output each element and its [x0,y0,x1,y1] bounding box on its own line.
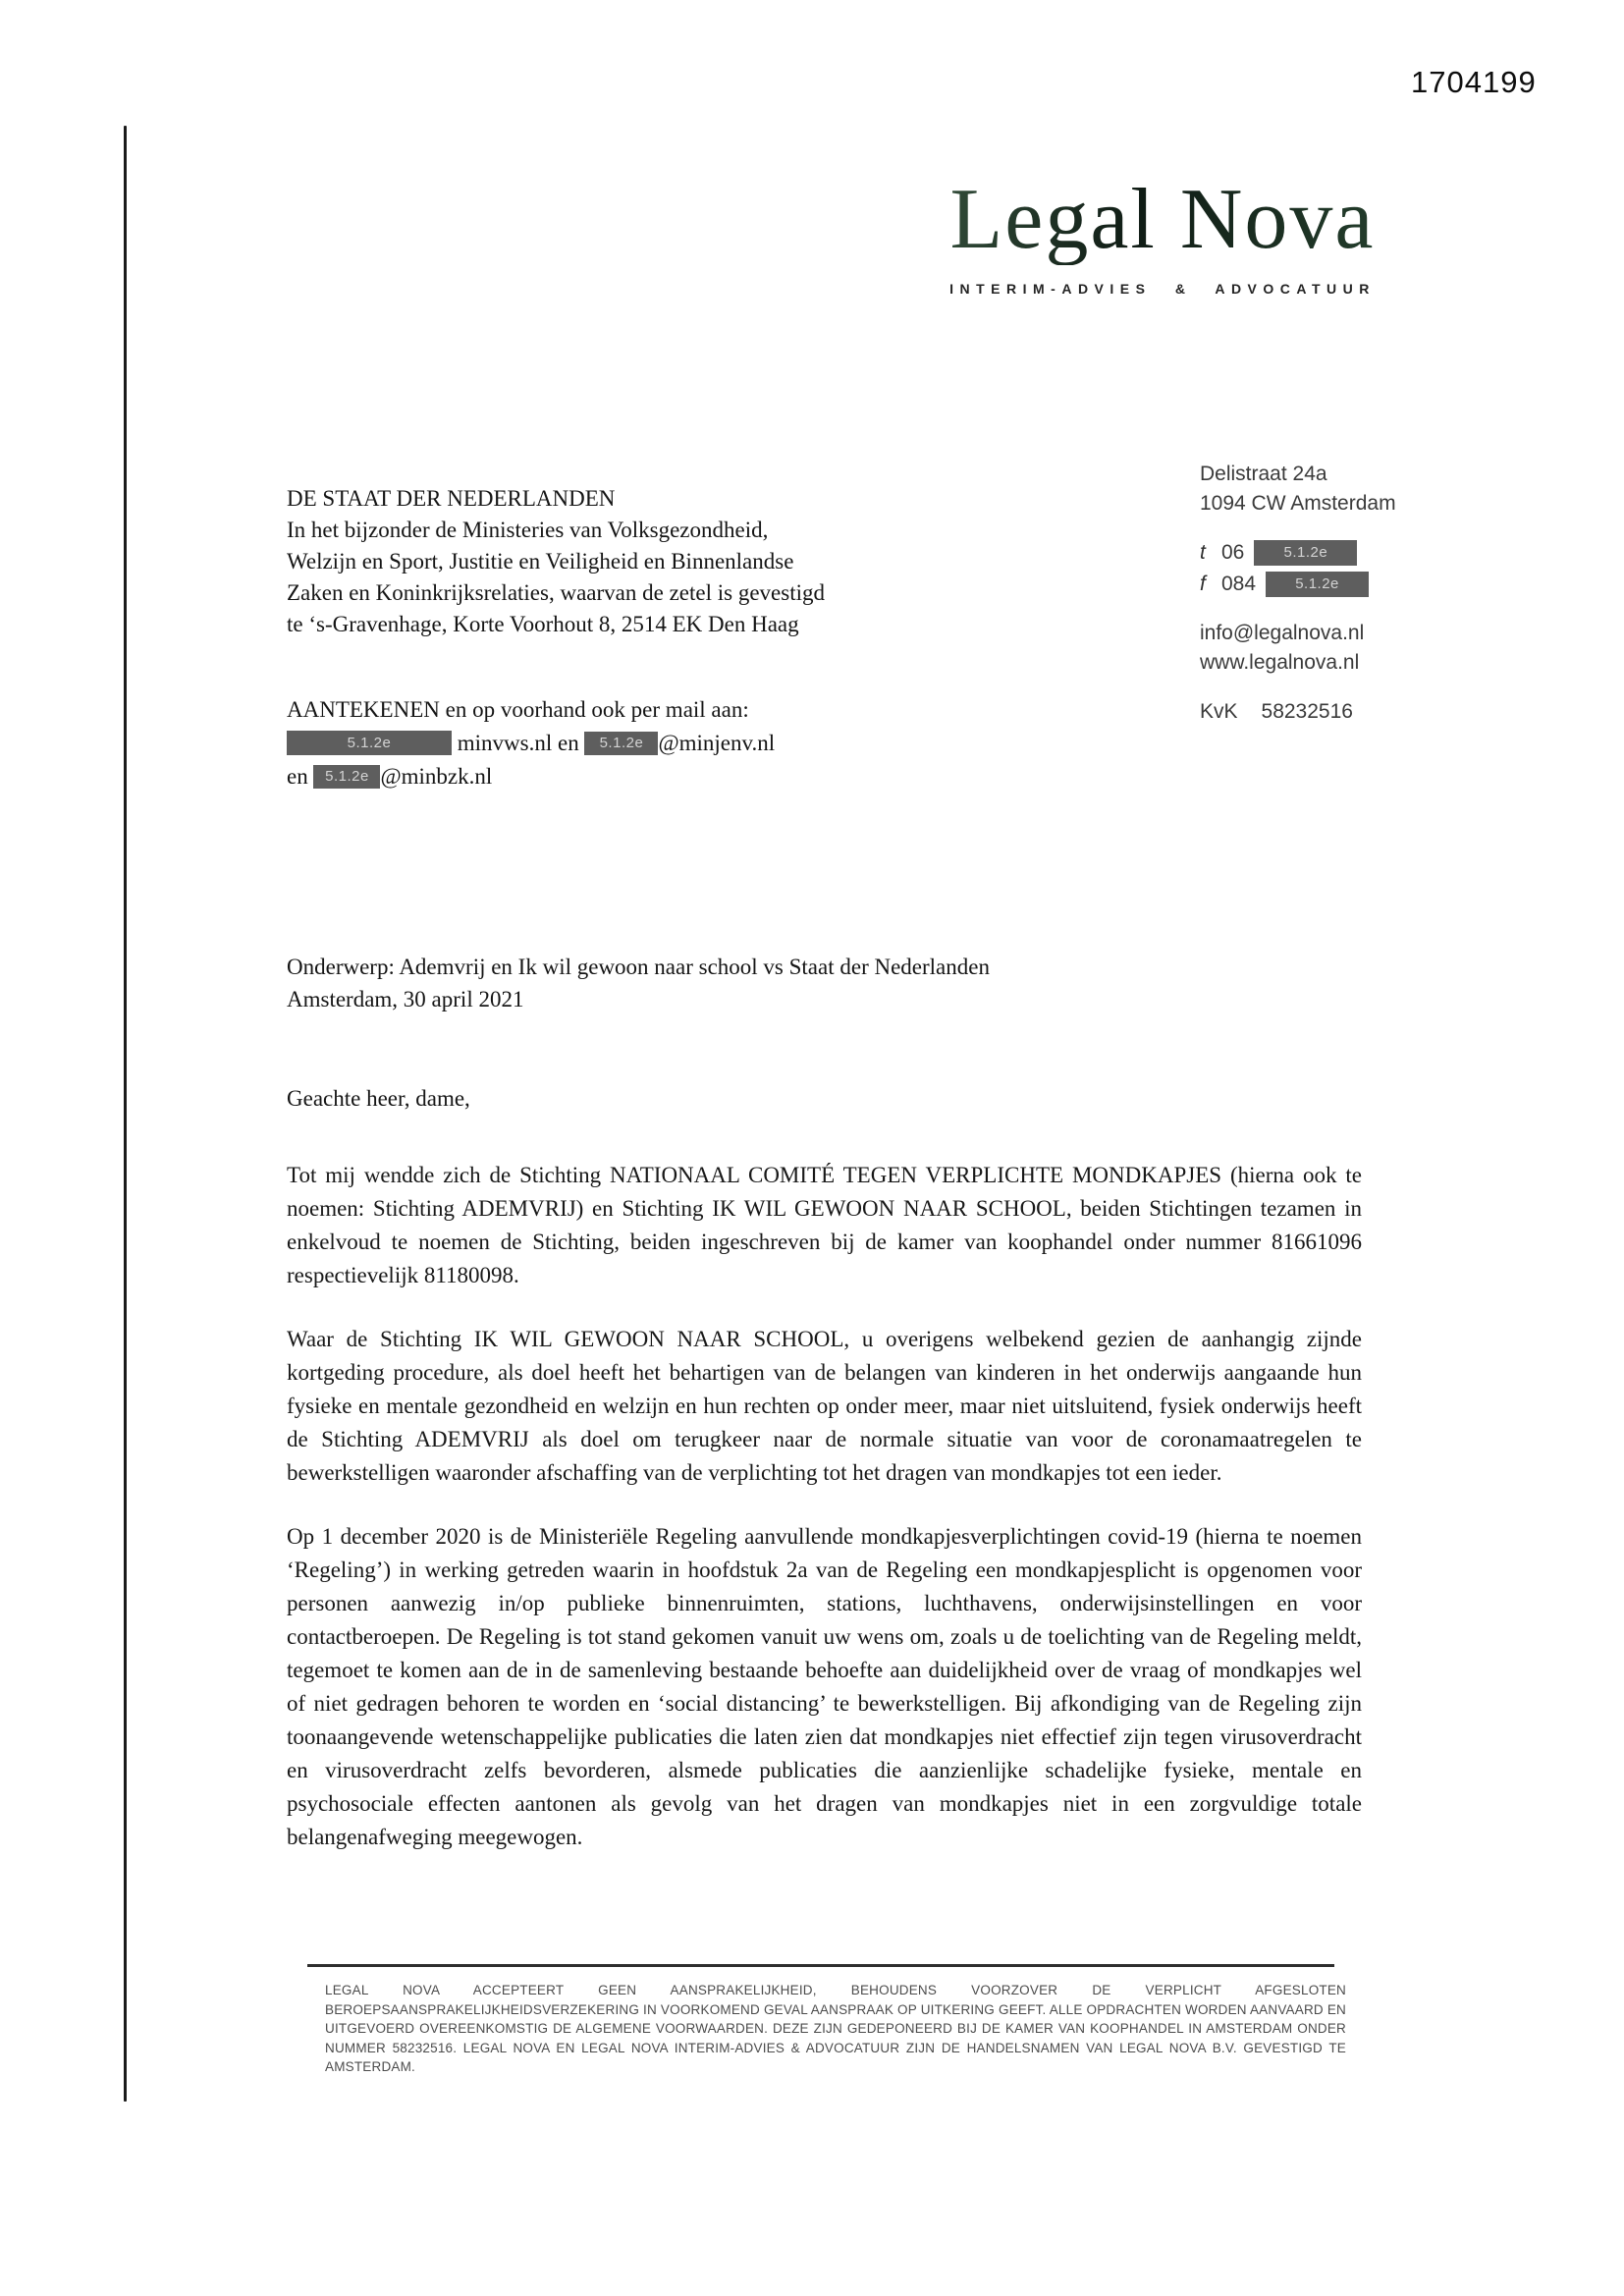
redaction-box: 5.1.2e [313,765,380,789]
phone-prefix: 06 [1221,541,1245,564]
redaction-box: 5.1.2e [584,732,658,755]
recipient-line: te ‘s-Gravenhage, Korte Voorhout 8, 2514 EK Den Haag [287,612,799,636]
subject-block [287,951,990,1015]
spacer [1200,519,1396,536]
email-fragment: @minjenv.nl [658,731,776,755]
date-line: Amsterdam, 30 april 2021 [287,987,524,1011]
contact-kvk-row [1200,697,1396,727]
delivery-method-line: AANTEKENEN en op voorhand ook per mail aan: [287,697,749,722]
email-fragment: en [287,764,308,789]
contact-phone-row [1200,538,1396,568]
recipient-block [287,483,825,640]
legal-nova-logo [911,172,1414,298]
fax-label: f [1200,573,1206,595]
delivery-email-line-2 [287,760,775,793]
salutation: Geachte heer, dame, [287,1086,470,1111]
redaction-box: 5.1.2e [287,731,452,755]
fax-prefix: 084 [1221,573,1257,595]
recipient-line: In het bijzonder de Ministeries van Volksgezondheid, [287,518,769,542]
scan-edge-artifact [124,126,127,2102]
kvk-label: KvK [1200,700,1238,723]
body-paragraph: Waar de Stichting IK WIL GEWOON NAAR SCHOOL, u overigens welbekend gezien de aanhangig zijnde kortgeding procedure, als doel heeft het behartigen van de belangen van kinderen in het onderwijs aangaande hun fysieke en mentale gezondheid en welzijn en hun rechten op onder meer, maar niet uitsluitend, fysiek onderwijs heeft de Stichting ADEMVRIJ als doel om terugkeer naar de normale situatie van voor de coronamaatregelen te bewerkstelligen waaronder afschaffing van de verplichting tot het dragen van mondkapjes tot een ieder. [287,1327,1362,1485]
email-fragment: minvws.nl en [457,731,579,755]
logo-wordmark: Legal Nova [911,175,1414,265]
document-number: 1704199 [1411,65,1537,99]
spacer [1200,678,1396,695]
contact-city: 1094 CW Amsterdam [1200,492,1396,515]
delivery-block [287,693,775,793]
redaction-box: 5.1.2e [1266,572,1369,597]
body-paragraph: Tot mij wendde zich de Stichting NATIONAAL COMITÉ TEGEN VERPLICHTE MONDKAPJES (hierna ook te noemen: Stichting ADEMVRIJ) en Stichting IK WIL GEWOON NAAR SCHOOL, beiden Stichtingen tezamen in enkelvoud te noemen de Stichting, beiden ingeschreven bij de kamer van koophandel onder nummer 81661096 respectievelijk 81180098. [287,1163,1362,1287]
footer-divider [307,1964,1334,1967]
subject-line: Onderwerp: Ademvrij en Ik wil gewoon naar school vs Staat der Nederlanden [287,955,990,979]
letter-body [287,1159,1362,1885]
recipient-line: Welzijn en Sport, Justitie en Veiligheid en Binnenlandse [287,549,794,574]
contact-email: info@legalnova.nl [1200,622,1365,644]
delivery-email-line-1 [287,727,775,760]
recipient-name: DE STAAT DER NEDERLANDEN [287,486,616,511]
contact-website: www.legalnova.nl [1200,651,1360,674]
footer-disclaimer: LEGAL NOVA ACCEPTEERT GEEN AANSPRAKELIJKHEID, BEHOUDENS VOORZOVER DE VERPLICHT AFGESLOTEN BEROEPSAANSPRAKELIJKHEIDSVERZEKERING IN VOORKOMEND GEVAL AANSPRAAK OP UITKERING GEEFT. ALLE OPDRACHTEN WORDEN AANVAARD EN UITGEVOERD OVEREENKOMSTIG DE ALGEMENE VOORWAARDEN. DEZE ZIJN GEDEPONEERD BIJ DE KAMER VAN KOOPHANDEL IN AMSTERDAM ONDER NUMMER 58232516. LEGAL NOVA EN LEGAL NOVA INTERIM-ADVIES & ADVOCATUUR ZIJN DE HANDELSNAMEN VAN LEGAL NOVA B.V. GEVESTIGD TE AMSTERDAM. [325,1983,1346,2074]
contact-fax-row [1200,570,1396,599]
recipient-line: Zaken en Koninkrijksrelaties, waarvan de zetel is gevestigd [287,580,825,605]
logo-tagline: INTERIM-ADVIES & ADVOCATUUR [949,281,1376,298]
contact-street: Delistraat 24a [1200,463,1327,485]
contact-block [1200,460,1396,729]
body-paragraph: Op 1 december 2020 is de Ministeriële Regeling aanvullende mondkapjesverplichtingen covid-19 (hierna te noemen ‘Regeling’) in werking getreden waarin in hoofdstuk 2a van de Regeling een mondkapjesplicht is opgenomen voor personen aanwezig in/op publieke binnenruimten, stations, luchthavens, onderwijsinstellingen en voor contactberoepen. De Regeling is tot stand gekomen vanuit uw wens om, zoals u de toelichting van de Regeling meldt, tegemoet te komen aan de in de samenleving bestaande behoefte aan duidelijkheid over de vraag of mondkapjes wel of niet gedragen behoren te worden en ‘social distancing’ te bewerkstelligen. Bij afkondiging van de Regeling zijn toonaangevende wetenschappelijke publicaties die laten zien dat mondkapjes niet effectief zijn tegen virusoverdracht en virusoverdracht zelfs bevorderen, alsmede publicaties die aanzienlijke schadelijke fysieke, mentale en psychosociale effecten aantonen als gevolg van het dragen van mondkapjes niet in een zorgvuldige totale belangenafweging meegewogen. [287,1524,1362,1849]
redaction-box: 5.1.2e [1254,540,1357,566]
email-fragment: @minbzk.nl [380,764,493,789]
spacer [1200,601,1396,619]
phone-label: t [1200,541,1206,564]
kvk-number: 58232516 [1261,700,1353,723]
